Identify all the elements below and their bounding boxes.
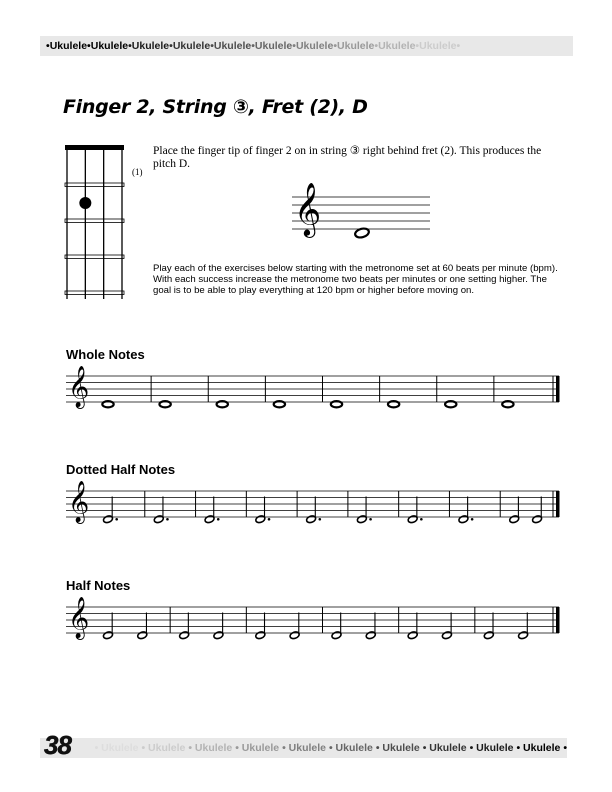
instruction-text: Place the finger tip of finger 2 on in string ③ right behind fret (2). This produces the pitch D. xyxy=(153,145,542,170)
whole-note xyxy=(217,401,228,407)
whole-note xyxy=(274,401,285,407)
whole-notes-staff xyxy=(66,368,566,418)
banner-word: Ukulele xyxy=(523,742,561,754)
practice-instructions: Play each of the exercises below starting with the metronome set at 60 beats per minute (bpm). With each success increase the metronome two beats per minutes or one setting higher. The goal is to be able to play everything at 120 bpm or higher before moving on. xyxy=(153,263,558,297)
half-note xyxy=(331,613,342,640)
whole-note xyxy=(102,401,113,407)
banner-bullet: • xyxy=(456,40,461,52)
half-note xyxy=(407,613,418,640)
banner-bullet: • xyxy=(87,40,91,52)
banner-bullet: • xyxy=(251,40,255,52)
whole-note xyxy=(388,401,399,407)
whole-note xyxy=(331,401,342,407)
banner-word: Ukulele xyxy=(335,742,373,754)
half-note xyxy=(509,497,520,524)
augmentation-dot xyxy=(318,518,321,521)
treble-clef: 𝄞 xyxy=(294,181,322,236)
dotted-half-note xyxy=(153,497,168,524)
augmentation-dot xyxy=(166,518,169,521)
dotted-half-note xyxy=(458,497,473,524)
fret-wire xyxy=(65,219,124,223)
half-note xyxy=(137,613,148,640)
banner-bullet: • xyxy=(326,742,336,754)
final-bar-thick xyxy=(556,607,560,633)
page-title: Finger 2, String ③, Fret (2), D xyxy=(63,96,368,118)
heading-dotted-half-notes: Dotted Half Notes xyxy=(66,462,176,477)
banner-word: Ukulele xyxy=(254,40,293,52)
page-number: 38 xyxy=(44,730,71,760)
banner-word: Ukulele xyxy=(382,742,420,754)
treble-clef: 𝄞 xyxy=(68,366,90,408)
half-note xyxy=(179,613,190,640)
whole-note xyxy=(159,401,170,407)
banner-word: Ukulele xyxy=(241,742,280,754)
half-note xyxy=(518,613,529,640)
half-note xyxy=(289,613,300,640)
fret-wire xyxy=(65,291,124,295)
augmentation-dot xyxy=(217,518,220,521)
augmentation-dot xyxy=(420,518,423,521)
dotted-half-note xyxy=(103,497,118,524)
banner-bullet: • xyxy=(279,742,289,754)
banner-bullet: • xyxy=(232,742,242,754)
banner-word: Ukulele xyxy=(429,742,467,754)
example-staff xyxy=(292,181,432,245)
heading-whole-notes: Whole Notes xyxy=(66,347,145,362)
banner-bullet: • xyxy=(185,742,195,754)
banner-bullet: • xyxy=(94,742,102,754)
banner-bullet: • xyxy=(128,40,132,52)
dotted-half-note xyxy=(204,497,219,524)
banner-word: Ukulele xyxy=(295,40,334,52)
footer-banner xyxy=(40,738,567,758)
banner-bullet: • xyxy=(169,40,173,52)
half-note xyxy=(213,613,224,640)
banner-word: Ukulele xyxy=(288,742,327,754)
banner-bullet: • xyxy=(560,742,567,754)
banner-bullet: • xyxy=(46,40,50,52)
banner-word: Ukulele xyxy=(131,40,170,52)
dotted-half-notes-staff xyxy=(66,483,566,533)
half-note xyxy=(103,613,114,640)
banner-word: Ukulele xyxy=(213,40,252,52)
final-bar-thick xyxy=(556,491,560,517)
banner-word: Ukulele xyxy=(194,742,233,754)
dotted-half-note xyxy=(407,497,422,524)
banner-bullet: • xyxy=(372,742,383,754)
half-note xyxy=(441,613,452,640)
final-bar-thick xyxy=(556,376,560,402)
heading-half-notes: Half Notes xyxy=(66,578,131,593)
banner-bullet: • xyxy=(374,40,379,52)
augmentation-dot xyxy=(369,518,372,521)
fret-marker-label: (1) xyxy=(132,167,143,177)
banner-word: Ukulele xyxy=(101,742,139,754)
banner-word: Ukulele xyxy=(90,40,129,52)
banner-bullet: • xyxy=(210,40,214,52)
whole-note xyxy=(445,401,456,407)
fret-wire xyxy=(65,255,124,259)
fretboard-diagram xyxy=(62,145,132,300)
treble-clef: 𝄞 xyxy=(68,481,90,523)
augmentation-dot xyxy=(471,518,474,521)
banner-word: Ukulele xyxy=(148,742,186,754)
banner-bullet: • xyxy=(138,742,149,754)
banner-word: Ukulele xyxy=(476,742,514,754)
augmentation-dot xyxy=(115,518,118,521)
banner-bullet: • xyxy=(466,742,477,754)
dotted-half-note xyxy=(306,497,321,524)
banner-bullet: • xyxy=(415,40,420,52)
augmentation-dot xyxy=(268,518,271,521)
banner-bullet: • xyxy=(333,40,338,52)
half-note xyxy=(532,497,543,524)
whole-note xyxy=(502,401,513,407)
banner-bullet: • xyxy=(292,40,296,52)
half-note xyxy=(255,613,266,640)
banner-bullet: • xyxy=(513,742,524,754)
banner-word: Ukulele xyxy=(378,40,416,52)
half-notes-staff xyxy=(66,599,566,649)
banner-word: Ukulele xyxy=(49,40,88,52)
dotted-half-note xyxy=(356,497,371,524)
banner-word: Ukulele xyxy=(172,40,211,52)
banner-word: Ukulele xyxy=(419,40,457,52)
treble-clef: 𝄞 xyxy=(68,597,90,639)
finger-position-dot xyxy=(79,197,91,209)
banner-word: Ukulele xyxy=(337,40,375,52)
half-note xyxy=(365,613,376,640)
fret-wire xyxy=(65,183,124,187)
banner-bullet: • xyxy=(419,742,430,754)
dotted-half-note xyxy=(255,497,270,524)
header-banner xyxy=(40,36,573,56)
fretboard-nut xyxy=(65,145,124,150)
half-note xyxy=(483,613,494,640)
